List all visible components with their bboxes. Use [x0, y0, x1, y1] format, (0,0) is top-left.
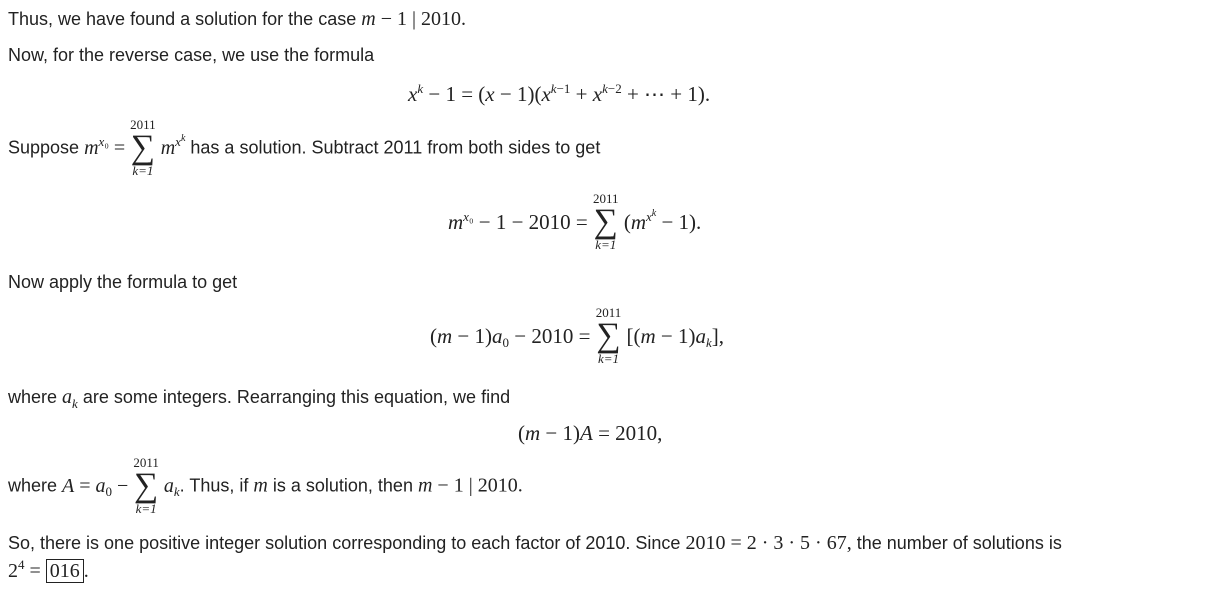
text: where [8, 387, 58, 407]
math-ak: $a_k$ [163, 474, 180, 500]
equation-2: $(m - 1)a_0 - 2010$ = 2011 ∑ k=1 $[(m - 1)a_k]$, [430, 305, 725, 366]
text: So, there is one positive integer solution corresponding to each factor of 2010. Since [8, 533, 681, 553]
summation: 2011 ∑ k=1 [130, 117, 156, 178]
text: Now apply the formula to get [8, 272, 238, 292]
text-line-2 [8, 45, 374, 66]
text: Now, for the reverse case, we use the formula [8, 45, 375, 65]
math-A: $A = a_0$ − [62, 474, 129, 500]
text-line-3 [8, 118, 600, 178]
formula-display: $x^k - 1 = (x - 1)(x^{k-1} + x^{k-2}$ + ⋯ + 1). [408, 81, 711, 106]
sum-upper: 2011 [593, 191, 619, 206]
text-line-1 [8, 8, 466, 31]
equation-1: $m^{x_0} - 1 - 2010$ = 2011 ∑ k=1 $(m^{x^k} - 1)$. [448, 191, 702, 252]
math-divides: m − 1 | 2010. [361, 8, 466, 30]
text-line-7 [8, 532, 1062, 555]
text: . Thus, if [179, 475, 249, 496]
text: are some integers. Rearranging this equation, we find [82, 387, 511, 407]
text: Suppose [8, 137, 80, 158]
answer-box: 016 [46, 559, 84, 583]
sum-upper: 2011 [130, 117, 156, 132]
sum-upper: 2011 [133, 455, 159, 470]
summation: 2011 ∑ k=1 [595, 305, 622, 366]
text-line-4 [8, 272, 237, 293]
text-line-6 [8, 456, 523, 516]
math-ak: $a_k$ [62, 386, 78, 411]
sum-lower: k=1 [597, 351, 619, 366]
math-lhs: $m^{x_0}$ = [84, 133, 126, 159]
math-m: m [253, 474, 268, 497]
math-divides: m − 1 | 2010. [417, 474, 523, 497]
summation: 2011 ∑ k=1 [593, 191, 619, 252]
text: is a solution, then [272, 475, 413, 496]
summation: 2011 ∑ k=1 [133, 455, 159, 516]
sum-lower: k=1 [132, 163, 154, 178]
math-factorization: 2010 = 2 · 3 · 5 · 67, [685, 532, 852, 554]
text: Thus, we have found a solution for the case [8, 9, 357, 29]
text: the number of solutions is [856, 533, 1062, 553]
sum-lower: k=1 [595, 237, 617, 252]
text: where [8, 475, 58, 496]
sum-lower: k=1 [135, 501, 157, 516]
answer-line: $2^4 = 016$ . [8, 557, 89, 582]
sum-upper: 2011 [595, 305, 622, 320]
text-line-5 [8, 386, 510, 409]
equation-3: (m − 1)A = 2010, [518, 421, 663, 445]
math-term: $m^{x^k}$ [160, 132, 186, 159]
text: has a solution. Subtract 2011 from both sides to get [190, 137, 601, 158]
